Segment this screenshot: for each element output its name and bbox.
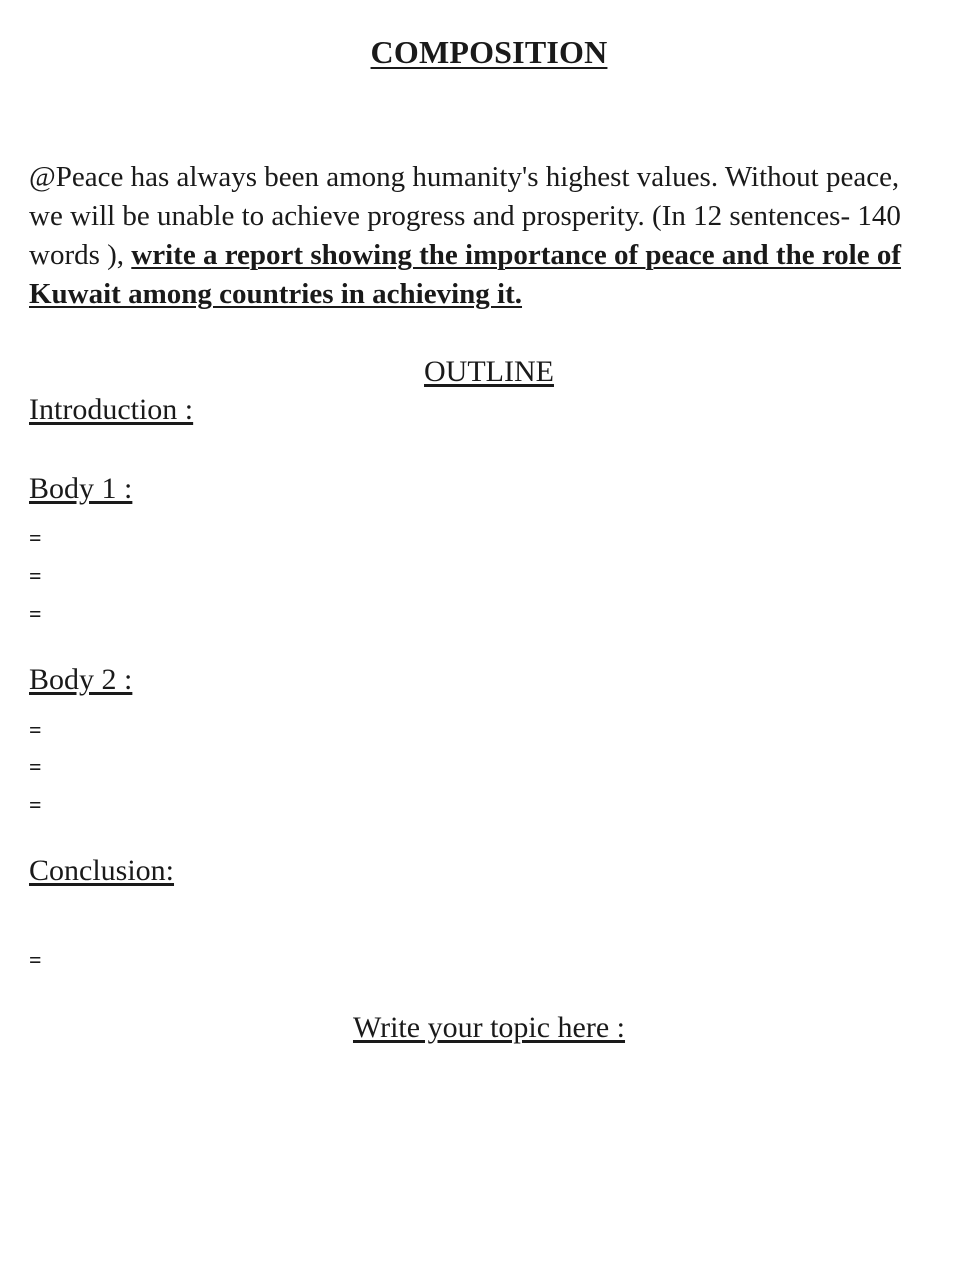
body-2-bullet-1: = xyxy=(29,717,42,742)
write-topic-label: Write your topic here : xyxy=(352,1011,626,1044)
outline-heading: OUTLINE xyxy=(424,355,554,388)
body-2-label: Body 2 : xyxy=(29,663,133,696)
prompt-lead: @Peace has always been among humanity's highest values. Without peace, we will be unable to achieve progress and prosperity. (In 12 sentences- 140 words ), xyxy=(29,161,901,271)
body-1-bullet-2: = xyxy=(29,563,42,588)
body-1-bullet-3: = xyxy=(29,601,42,626)
body-2-bullet-2: = xyxy=(29,754,42,779)
body-2-bullet-3: = xyxy=(29,792,42,817)
conclusion-bullet-1: = xyxy=(29,947,42,972)
introduction-label: Introduction : xyxy=(29,393,194,426)
page-title: COMPOSITION xyxy=(370,34,608,70)
composition-prompt xyxy=(29,158,909,314)
body-1-bullet-1: = xyxy=(29,525,42,550)
body-1-label: Body 1 : xyxy=(29,472,133,505)
prompt-task: write a report showing the importance of peace and the role of Kuwait among countries in achieving it. xyxy=(29,239,902,310)
conclusion-label: Conclusion: xyxy=(29,854,175,887)
